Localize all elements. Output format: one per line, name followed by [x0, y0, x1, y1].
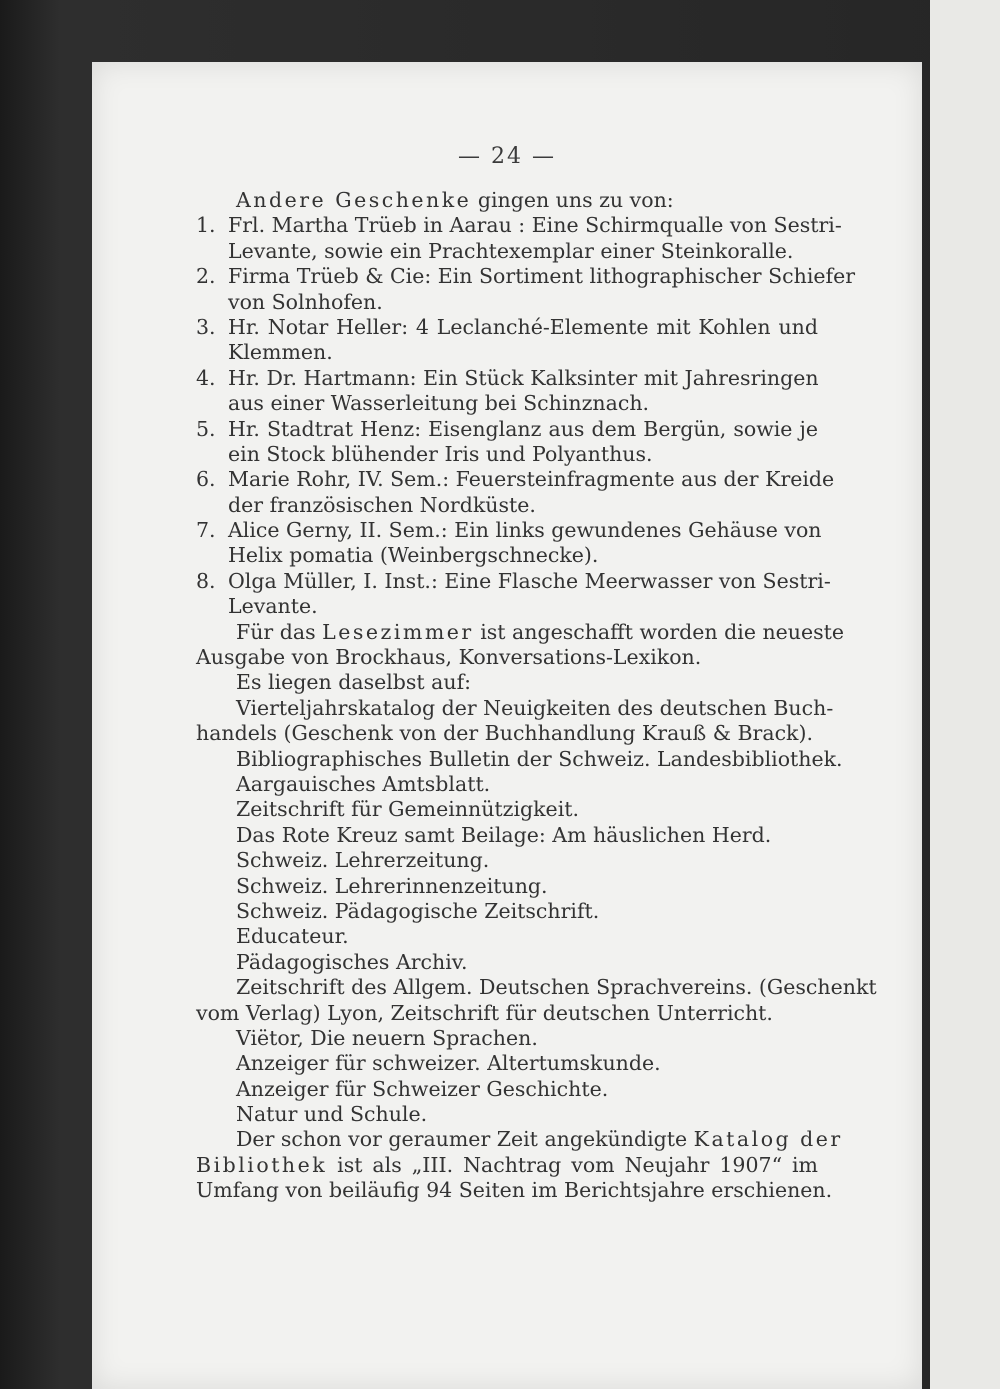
gift-item: [196, 366, 818, 391]
gift-text: Hr. Dr. Hartmann: Ein Stück Kalksinter mit Jahresringen: [228, 365, 819, 390]
gift-text: Firma Trüeb & Cie: Ein Sortiment lithographischer Schiefer: [228, 264, 856, 289]
sprachverein-line1: Zeitschrift des Allgem. Deutschen Sprachvereins. (Geschenkt: [236, 975, 877, 1000]
periodical-item: Schweiz. Lehrerinnenzeitung.: [236, 873, 548, 898]
gift-number: 7.: [196, 518, 216, 543]
gift-item: [196, 467, 835, 492]
gift-continuation: aus einer Wasserleitung bei Schinznach.: [228, 391, 650, 416]
lesezimmer-line1: [196, 619, 845, 645]
gift-text: Hr. Notar Heller: 4 Leclanché-Elemente mit Kohlen und: [228, 314, 818, 339]
page-number: — 24 —: [458, 144, 556, 169]
gift-continuation: ein Stock blühender Iris und Polyanthus.: [228, 441, 653, 466]
gift-item: [196, 568, 831, 594]
katalog-line2: [196, 1153, 818, 1178]
gift-text: Frl. Martha Trüeb in Aarau : Eine Schirmqualle von Sestri-: [228, 213, 842, 238]
gift-text: Alice Gerny, II. Sem.: Ein links gewundenes Gehäuse von: [228, 518, 822, 543]
lesezimmer-text-a: Für das: [236, 619, 323, 644]
periodical-item: Anzeiger für schweizer. Altertumskunde.: [236, 1051, 661, 1076]
gift-continuation: der französischen Nordküste.: [228, 492, 536, 517]
periodical-item: Pädagogisches Archiv.: [236, 949, 468, 974]
gift-number: 8.: [196, 568, 216, 593]
periodical-item: Schweiz. Lehrerzeitung.: [236, 848, 490, 873]
gift-number: 1.: [196, 213, 216, 238]
vierteljahrskatalog-line1: Vierteljahrskatalog der Neuigkeiten des deutschen Buch-: [236, 695, 834, 720]
katalog-line1: [196, 1127, 843, 1152]
gift-number: 6.: [196, 467, 216, 492]
gift-text: Olga Müller, I. Inst.: Eine Flasche Meerwasser von Sestri-: [228, 568, 831, 593]
sprachverein-line2: vom Verlag) Lyon, Zeitschrift für deutschen Unterricht.: [196, 1000, 773, 1025]
page-body: [196, 188, 877, 1204]
gift-list: [196, 213, 856, 619]
katalog-line3: Umfang von beiläufig 94 Seiten im Berichtsjahre erschienen.: [196, 1178, 833, 1203]
periodical-item: Viëtor, Die neuern Sprachen.: [236, 1025, 538, 1050]
katalog-text-b: ist als „III. Nachtrag vom Neujahr 1907“ im: [327, 1152, 818, 1177]
adjacent-page-edge: [930, 0, 1000, 1389]
periodical-list: [196, 746, 843, 976]
intro-rest: gingen uns zu von:: [471, 188, 674, 212]
katalog-emphasis-2: Bibliothek: [196, 1152, 328, 1177]
gift-item: [196, 264, 856, 289]
gift-number: 2.: [196, 264, 216, 289]
periodical-item: Natur und Schule.: [236, 1102, 428, 1127]
lesezimmer-text-c: ist angeschafft worden die neueste: [473, 619, 845, 644]
gift-continuation: Helix pomatia (Weinbergschnecke).: [228, 543, 599, 568]
gift-continuation: Levante.: [228, 594, 318, 619]
gift-item: [196, 417, 818, 442]
periodical-item: Zeitschrift für Gemeinnützigkeit.: [236, 797, 580, 822]
gift-number: 5.: [196, 416, 216, 441]
intro-line: [196, 188, 818, 213]
periodical-item: Educateur.: [236, 924, 349, 949]
gift-text: Marie Rohr, IV. Sem.: Feuersteinfragmente aus der Kreide: [228, 467, 835, 492]
periodical-list-2: [196, 1026, 818, 1128]
vierteljahrskatalog-line2: handels (Geschenk von der Buchhandlung Krauß & Brack).: [196, 721, 813, 746]
gift-item: [196, 315, 818, 340]
periodical-item: Das Rote Kreuz samt Beilage: Am häuslichen Herd.: [236, 822, 772, 847]
katalog-emphasis: Katalog der: [693, 1127, 843, 1152]
lesezimmer-intro: Es liegen daselbst auf:: [236, 670, 472, 695]
gift-item: [196, 213, 842, 238]
periodical-item: Bibliographisches Bulletin der Schweiz. Landesbibliothek.: [236, 746, 843, 771]
periodical-item: Anzeiger für Schweizer Geschichte.: [236, 1076, 609, 1101]
gift-continuation: von Solnhofen.: [228, 289, 383, 314]
katalog-text-a: Der schon vor geraumer Zeit angekündigte: [236, 1127, 694, 1152]
periodical-item: Schweiz. Pädagogische Zeitschrift.: [236, 898, 600, 923]
document-page: [92, 62, 922, 1389]
gift-text: Hr. Stadtrat Henz: Eisenglanz aus dem Bergün, sowie je: [228, 416, 818, 441]
gift-continuation: Klemmen.: [228, 340, 333, 365]
gift-number: 3.: [196, 314, 216, 339]
gift-continuation: Levante, sowie ein Prachtexemplar einer Steinkoralle.: [228, 238, 794, 263]
periodical-item: Aargauisches Amtsblatt.: [236, 771, 491, 796]
gift-item: [196, 518, 822, 543]
lesezimmer-line2: Ausgabe von Brockhaus, Konversations-Lexikon.: [196, 645, 702, 670]
lesezimmer-emphasis: Lesezimmer: [322, 619, 474, 644]
intro-emphasis: Andere Geschenke: [236, 188, 472, 212]
gift-number: 4.: [196, 365, 216, 390]
